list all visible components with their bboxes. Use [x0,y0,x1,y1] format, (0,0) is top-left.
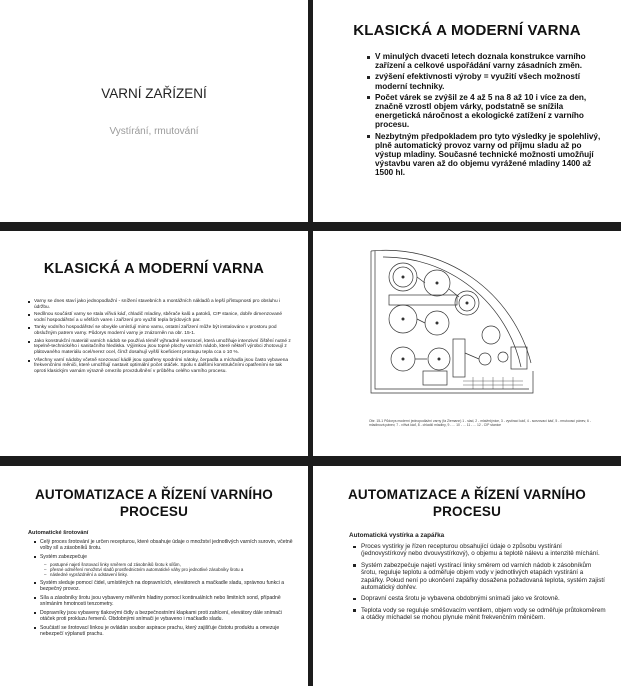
list-item: Nezbytným předpokladem pro tyto výsledky je spolehlivý, plně automatický provoz varny od příjmu sladu až po výstup mladiny. Současné technické možnosti umožňují výstavbu varen až do objemu vyrážené mladiny 1400 až 1500 hl. [375,132,607,178]
list-item: zvýšení efektivnosti výroby = využití všech možností moderní techniky. [375,72,607,90]
list-item: Jako konstrukční materiál varních nádob se používá téměř výhradně nerezocel, která umožňuje intenzivní čištění nutné z tepelně-technického i sanitačního hlediska. Výjimkou jsou topné plochy varních nádob, které někteří výrobci zhotovují z plátovaného materiálu ocel/nerez ocel, čímž dosahují vyšší koeficient prostupu tepla cca o 10 %. [34,339,294,356]
slide-subheading: Automatická vystírka a zapářka [349,532,445,539]
sub-list [50,562,294,578]
slide-classic-modern-2 [0,231,308,456]
slide-title-heading: VARNÍ ZAŘÍZENÍ [101,86,207,101]
list-item [40,539,294,551]
list-item [40,625,294,637]
slide-classic-modern-1 [313,0,621,222]
list-item-text: Součástí se šrotovací linkou je ovládán soubor aspirace prachu, který zajišťuje čistotu produktu a omezuje nebezpečí výplanutí prachu. [40,624,280,637]
bullet-list [40,539,294,637]
list-item-text: Síla a zásobníky šrotu jsou vybaveny měřením hladiny pomocí kontinuálních nebo limitních sond, případně snímáním hmotnosti tenzometry. [40,594,281,608]
slide-heading: KLASICKÁ A MODERNÍ VARNA [43,261,265,277]
list-item-text: Systém zabezpečuje [40,553,88,560]
list-item: Teplota vody se reguluje směšovacím ventilem, objem vody se odměřuje průtokoměrem a otáčky míchadel se mohou plynule měnit frekvenčním měničem. [361,606,606,622]
list-item: Varny se dnes staví jako jednopodlažní - snížení stavebních a montážních nákladů a lepší přístupnosti pro obsluhu i údržbu. [34,299,294,311]
list-item [40,554,294,578]
slide-heading: AUTOMATIZACE A ŘÍZENÍ VARNÍHO PROCESU [34,487,274,519]
list-item: Dopravní cesta šrotu je vybavena obdobnými snímači jako ve šrotovně. [361,595,607,602]
sub-list-item: – postupné najetí šrotovací linky směrem od zásobníků šrotu k sílům, [50,562,294,567]
brewhouse-floor-plan-drawing [363,243,593,401]
list-item: Systém zabezpečuje najetí vystírací linky směrem od varních nádob k zásobníkům šrotu, reguluje teplotu a odměřuje objem vody v jednotlivých etapách vystírání a zapářky. Pokud není po ukončení zapářky dosažena požadovaná teplota, systém zajistí automatický dohřev. [361,562,607,592]
list-item: V minulých dvaceti letech doznala konstrukce varního zařízení a celkové uspořádání varny zásadních změn. [375,52,607,70]
slide-subheading: Automatické šrotování [28,530,89,536]
slide-automation-milling [0,466,308,686]
list-item [40,580,294,592]
list-item-text: Dopravníky jsou vybaveny tlakovými čidly a bezpečnostními klapkami proti zahlcení, elevátory dále snímači otáček proti prokluzu řemenů. Obdobnými snímači je vybaveno i mačkadlo sladu. [40,609,282,622]
list-item: Počet várek se zvýšil ze 4 až 5 na 8 až 10 i více za den, značně vzrostl objem várky, podstatně se snížila energetická náročnost a ekologické zatížení z varního procesu. [375,93,607,130]
sub-list-item: – přesné odměření množství sladů prostřednictvím automatické váhy pro jednotlivé zásobníky šrotu a [50,567,294,572]
list-item: Nedílnou součástí varny se stala vířivá káď, chladič mladiny, sběrače kalů a patoků, CIP stanice, dobře dimenzované vodní hospodářství a u větších varen i zařízení pro využití tepla brýdových par. [34,312,294,324]
bullet-list [375,52,607,178]
slide-automation-mashing [313,466,621,686]
bullet-list [361,543,607,622]
slide-title [0,0,308,222]
slide-floor-plan [313,231,621,456]
list-item-text: Systém sleduje pomocí čidel, umístěných na dopravnících, elevátorech a mačkadle sladu, správnou funkci a bezpečný provoz. [40,580,285,593]
list-item [40,610,294,622]
slide-heading: AUTOMATIZACE A ŘÍZENÍ VARNÍHO PROCESU [347,487,587,519]
bullet-list [34,299,294,375]
list-item-text: Celý proces šrotování je určen recepturou, které obsahuje údaje o množství jednotlivých varních surovin, včetně volby síl a zásobníků šrotu. [40,539,293,552]
slide-title-subtitle: Vystírání, rmutování [109,126,199,137]
figure-caption: Obr. 15-1 Půdorys moderní jednopodlažní varny (fa Ziemann) 1 - slad, 2 - mlat/mlýnice, 3 - vystírací káď, 4 - scezovací káď, 5 - rmutovací pánev, 6 - mladinová pánev, 7 - vířivá káď, 8 - chladič mladiny, 9 - ... 10 - ... 11 - ... 12 - CIP stanice [369,419,591,428]
list-item: Proces vystírky je řízen recepturou obsahující údaje o způsobu vystírání (jednovystírkový nebo dvouvystírkový), o objemu a teplotě nálevu a intenzitě míchání. [361,543,607,558]
list-item: Tanky vodního hospodářství se obvykle umísťují mimo varnu, ostatní zařízení může být instalováno v prostoru pod obslužným patrem varny. Půdorys moderní varny je znázorněn na obr. 15-1. [34,325,294,337]
list-item [40,595,294,607]
sub-list-item: – následné vyprázdnění a odstavení linky. [50,572,294,577]
slide-heading: KLASICKÁ A MODERNÍ VARNA [353,22,581,39]
list-item: Všechny varní nádoby včetně scezovací kádě jsou opatřeny spodními nátoky, čerpadla a míchadla jsou často vybavena frekvenčními měniči, které umožňují nastavit optimální počet otáček. Spolu s dalšími konstrukčními opatřeními se tak oproti klasickým varnám výrazně omezilo provzdušnění v průběhu celého varního procesu. [34,358,294,375]
